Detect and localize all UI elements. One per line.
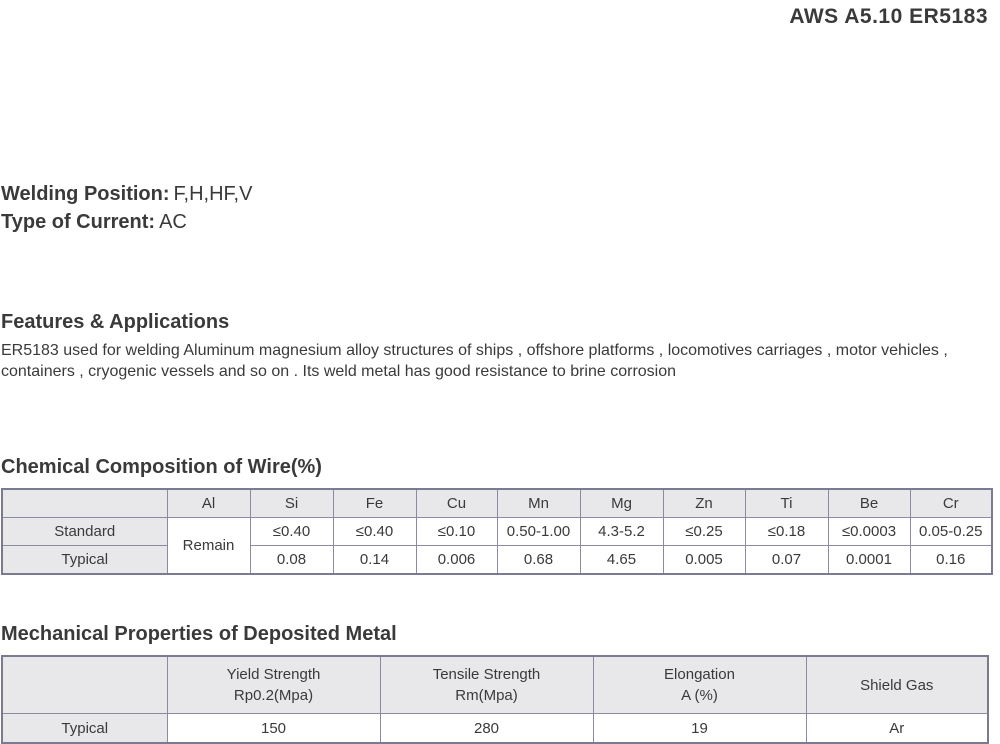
mechanical-row-label: Typical — [2, 714, 167, 744]
table-cell: 0.16 — [910, 546, 992, 575]
features-title: Features & Applications — [1, 311, 230, 333]
mechanical-header-line: Elongation — [664, 666, 735, 683]
mechanical-header-line: Tensile Strength — [432, 666, 541, 683]
chemical-standard-row — [2, 518, 992, 546]
mechanical-header-line: Shield Gas — [860, 676, 934, 694]
table-cell: 4.65 — [580, 546, 663, 575]
chemical-header-al: Al — [167, 489, 250, 518]
chemical-header-mn: Mn — [497, 489, 580, 518]
mechanical-header-tensile — [380, 656, 593, 714]
chemical-title: Chemical Composition of Wire(%) — [1, 456, 322, 478]
welding-specs — [1, 180, 252, 236]
table-cell: 150 — [167, 714, 380, 744]
chemical-header-mg: Mg — [580, 489, 663, 518]
table-cell: 0.006 — [416, 546, 497, 575]
table-cell: Ar — [806, 714, 988, 744]
current-type-label: Type of Current: — [1, 211, 156, 233]
mechanical-header-line: Yield Strength — [226, 666, 321, 683]
mechanical-header-elongation — [593, 656, 806, 714]
chemical-header-blank — [2, 489, 167, 518]
chemical-header-zn: Zn — [663, 489, 745, 518]
welding-position-line — [1, 180, 252, 208]
chemical-row-label: Standard — [2, 518, 167, 546]
mechanical-header-blank — [2, 656, 167, 714]
chemical-header-cu: Cu — [416, 489, 497, 518]
document-title: AWS A5.10 ER5183 — [789, 5, 988, 28]
table-cell: 0.08 — [250, 546, 333, 575]
table-cell: 4.3-5.2 — [580, 518, 663, 546]
table-cell: ≤0.40 — [333, 518, 416, 546]
mechanical-header-yield — [167, 656, 380, 714]
table-cell: 0.07 — [745, 546, 828, 575]
table-cell: 0.68 — [497, 546, 580, 575]
current-type-line — [1, 208, 252, 236]
table-cell: 0.005 — [663, 546, 745, 575]
chemical-header-si: Si — [250, 489, 333, 518]
table-cell: 19 — [593, 714, 806, 744]
table-cell: 0.05-0.25 — [910, 518, 992, 546]
mechanical-header-shield-gas — [806, 656, 988, 714]
chemical-header-be: Be — [828, 489, 910, 518]
chemical-header-cr: Cr — [910, 489, 992, 518]
mechanical-properties-table — [1, 655, 989, 744]
table-cell: ≤0.40 — [250, 518, 333, 546]
mechanical-typical-row — [2, 714, 988, 744]
table-cell: 280 — [380, 714, 593, 744]
chemical-al-value: Remain — [167, 518, 250, 575]
mechanical-header-unit: Rm(Mpa) — [455, 687, 518, 704]
welding-position-value: F,H,HF,V — [173, 183, 253, 205]
chemical-composition-table — [1, 488, 993, 575]
chemical-typical-row — [2, 546, 992, 575]
table-cell: 0.14 — [333, 546, 416, 575]
chemical-header-fe: Fe — [333, 489, 416, 518]
mechanical-header-unit: Rp0.2(Mpa) — [233, 687, 314, 704]
table-cell: ≤0.25 — [663, 518, 745, 546]
table-cell: 0.50-1.00 — [497, 518, 580, 546]
mechanical-header-unit: A (%) — [681, 687, 718, 704]
chemical-header-ti: Ti — [745, 489, 828, 518]
table-cell: 0.0001 — [828, 546, 910, 575]
features-text: ER5183 used for welding Aluminum magnesium alloy structures of ships , offshore platforms , locomotives carriages , motor vehicles , containers , cryogenic vessels and so on . Its weld metal has good resistance to brine corrosion — [1, 342, 948, 380]
mechanical-title: Mechanical Properties of Deposited Metal — [1, 623, 397, 645]
table-cell: ≤0.10 — [416, 518, 497, 546]
chemical-header-row — [2, 489, 992, 518]
chemical-row-label: Typical — [2, 546, 167, 575]
table-cell: ≤0.0003 — [828, 518, 910, 546]
table-cell: ≤0.18 — [745, 518, 828, 546]
welding-position-label: Welding Position: — [1, 183, 170, 205]
mechanical-header-row — [2, 656, 988, 714]
current-type-value: AC — [159, 211, 187, 233]
